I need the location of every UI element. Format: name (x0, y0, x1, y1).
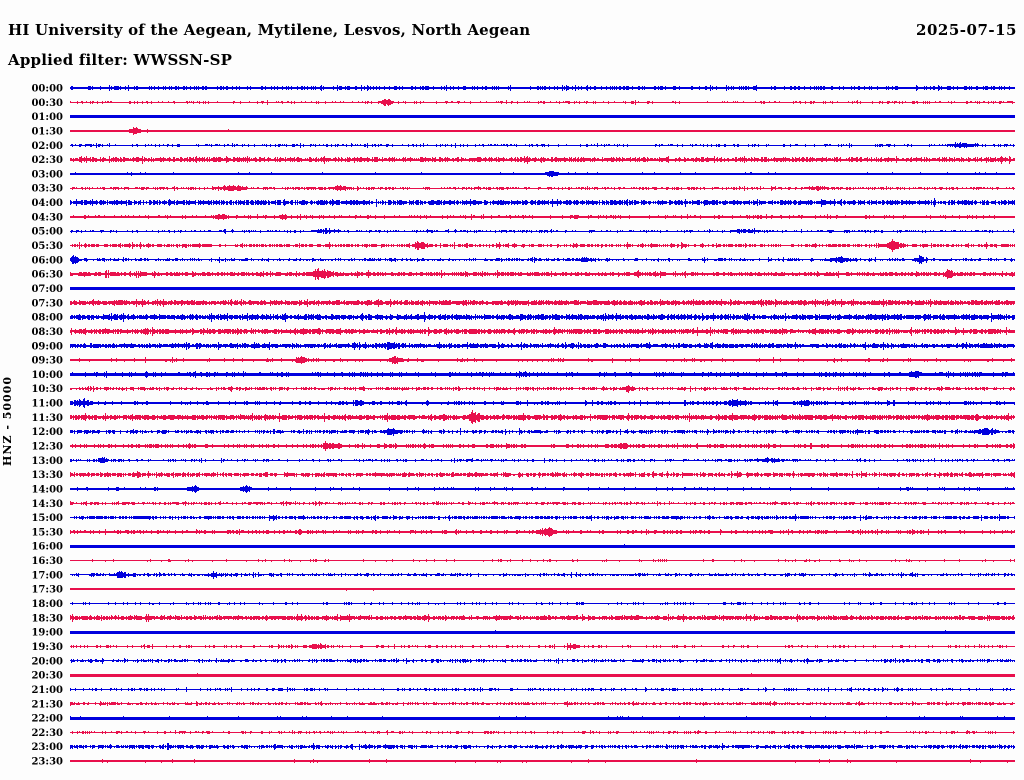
time-label: 18:30 (31, 613, 63, 625)
filter-label: Applied filter: WWSSN-SP (8, 51, 233, 69)
trace-row-14:00 (71, 485, 1015, 493)
time-label: 01:00 (31, 112, 63, 124)
trace-row-10:00 (71, 371, 1015, 378)
date-label: 2025-07-15 (916, 21, 1017, 39)
trace-row-09:30 (71, 356, 1015, 364)
time-label: 03:30 (31, 183, 63, 195)
time-label: 09:30 (31, 355, 63, 367)
trace-row-00:00 (71, 85, 1015, 91)
time-label: 05:00 (31, 226, 63, 238)
time-label: 06:30 (31, 269, 63, 281)
trace-row-18:30 (71, 614, 1015, 622)
trace-row-18:00 (71, 602, 1015, 605)
trace-row-05:00 (71, 228, 1015, 234)
trace-row-01:30 (71, 127, 1015, 135)
trace-row-22:00 (71, 716, 1015, 720)
trace-row-05:30 (71, 239, 1015, 252)
time-label: 20:00 (31, 656, 63, 668)
time-label: 21:30 (31, 699, 63, 711)
trace-row-17:00 (71, 571, 1015, 579)
trace-row-02:30 (71, 156, 1015, 164)
trace-row-20:30 (71, 673, 1015, 677)
time-label: 14:00 (31, 484, 63, 496)
trace-row-11:00 (71, 398, 1015, 408)
time-label: 06:00 (31, 255, 63, 267)
time-label: 02:00 (31, 140, 63, 152)
channel-scale-label: HNZ - 50000 (1, 376, 14, 466)
time-label: 00:30 (31, 97, 63, 109)
trace-row-00:30 (71, 99, 1015, 106)
trace-row-19:00 (71, 630, 1015, 634)
trace-row-19:30 (71, 643, 1015, 650)
time-label: 19:00 (31, 627, 63, 639)
time-label: 20:30 (31, 670, 63, 682)
trace-row-04:30 (71, 214, 1015, 220)
trace-row-15:30 (71, 527, 1015, 537)
time-label: 18:00 (31, 599, 63, 610)
time-label: 01:30 (31, 126, 63, 138)
time-label: 07:00 (31, 284, 63, 295)
time-label: 09:00 (31, 341, 63, 353)
time-label: 12:00 (31, 427, 63, 439)
time-label: 22:00 (31, 713, 63, 725)
time-label: 17:00 (31, 570, 63, 582)
time-label: 22:30 (31, 727, 63, 739)
station-title: HI University of the Aegean, Mytilene, Lesvos, North Aegean (8, 21, 531, 39)
trace-row-17:30 (71, 588, 1015, 591)
trace-row-03:00 (71, 171, 1015, 177)
time-label: 15:00 (31, 513, 63, 525)
trace-row-12:00 (71, 428, 1015, 436)
trace-row-03:30 (71, 185, 1015, 191)
trace-row-22:30 (71, 730, 1015, 735)
time-label: 23:30 (31, 756, 63, 768)
trace-row-23:30 (71, 759, 1015, 763)
time-label: 03:00 (31, 169, 63, 181)
time-label: 21:00 (31, 684, 63, 696)
time-label: 13:00 (31, 455, 63, 467)
trace-row-02:00 (71, 142, 1015, 148)
trace-row-04:00 (71, 198, 1015, 207)
trace-row-16:30 (71, 559, 1015, 562)
trace-row-11:30 (71, 410, 1015, 424)
time-label: 16:00 (31, 541, 63, 553)
time-label: 17:30 (31, 584, 63, 596)
time-label: 07:30 (31, 298, 63, 310)
trace-row-20:00 (71, 658, 1015, 664)
time-label: 16:30 (31, 556, 63, 568)
trace-row-13:30 (71, 471, 1015, 478)
trace-row-16:00 (71, 544, 1015, 548)
trace-row-13:00 (71, 457, 1015, 463)
time-label: 08:30 (31, 326, 63, 338)
trace-row-08:30 (71, 327, 1015, 336)
trace-row-23:00 (71, 743, 1015, 750)
trace-row-14:30 (71, 501, 1015, 506)
trace-row-01:00 (71, 115, 1015, 118)
trace-row-06:00 (71, 255, 1015, 264)
time-label: 05:30 (31, 241, 63, 252)
trace-row-09:00 (71, 342, 1015, 350)
time-label: 19:30 (31, 642, 63, 653)
trace-row-06:30 (71, 268, 1015, 280)
time-label: 15:30 (31, 527, 63, 539)
time-label: 04:00 (31, 198, 63, 210)
time-label: 13:30 (31, 470, 63, 482)
time-label: 04:30 (31, 212, 63, 224)
trace-row-07:30 (71, 299, 1015, 307)
trace-row-15:00 (71, 514, 1015, 521)
time-label: 23:00 (31, 742, 63, 754)
trace-row-10:30 (71, 385, 1015, 393)
trace-row-21:30 (71, 701, 1015, 707)
time-label: 10:00 (31, 369, 63, 381)
time-label: 11:00 (31, 398, 63, 410)
trace-row-08:00 (71, 312, 1015, 322)
time-label: 08:00 (31, 312, 63, 324)
time-label: 12:30 (31, 441, 63, 453)
trace-row-21:00 (71, 687, 1015, 692)
time-label: 10:30 (31, 384, 63, 396)
time-label: 02:30 (31, 155, 63, 167)
time-label: 11:30 (31, 412, 63, 424)
trace-row-07:00 (71, 287, 1015, 290)
time-label: 14:30 (31, 498, 63, 510)
trace-row-12:30 (71, 441, 1015, 451)
time-label: 00:00 (31, 83, 63, 95)
